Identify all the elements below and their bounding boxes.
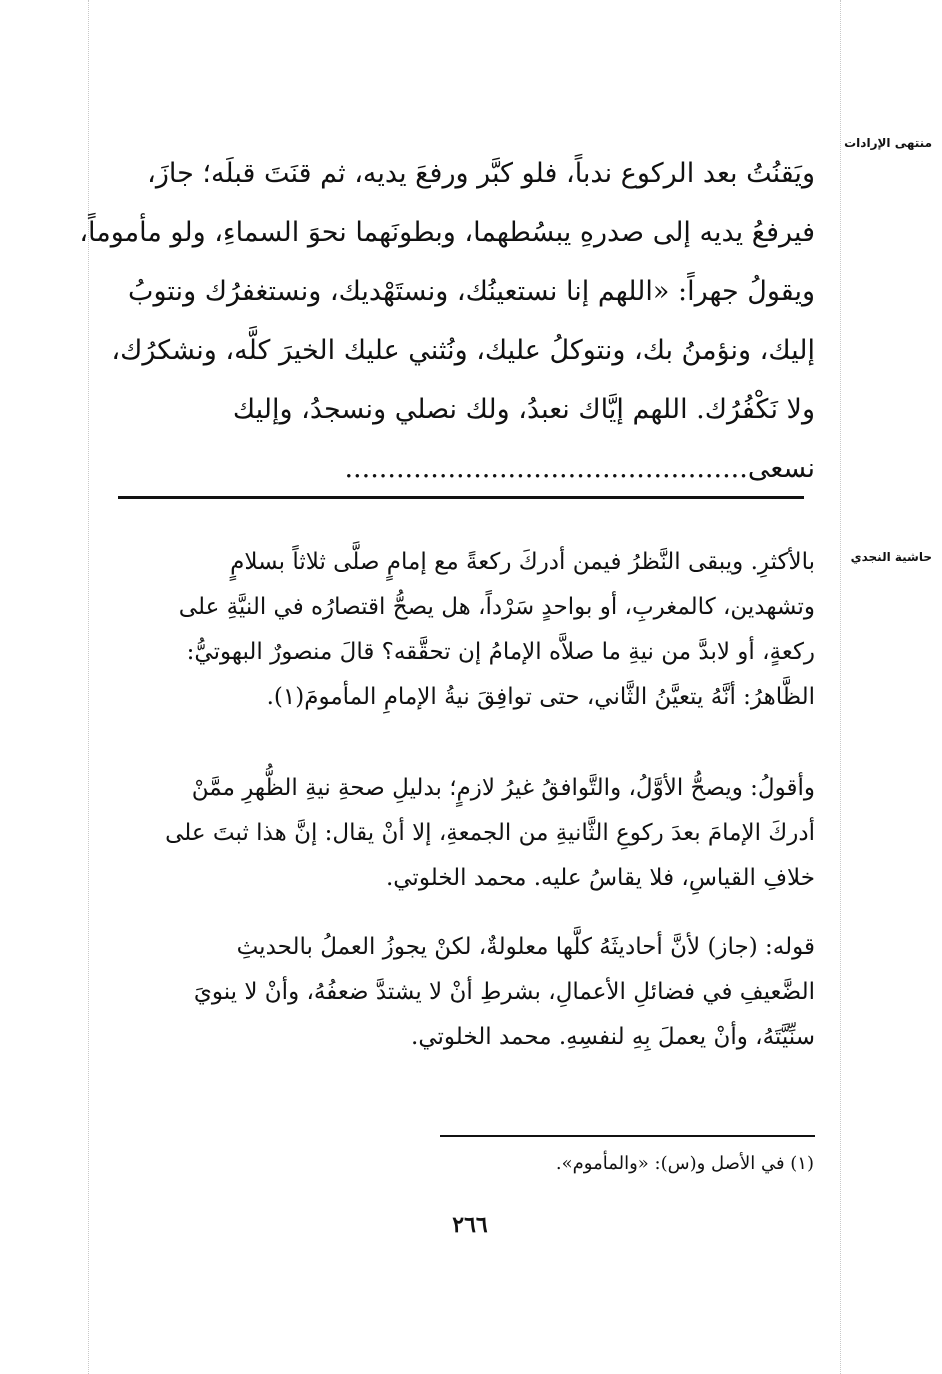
commentary-line: ركعةٍ، أو لابدَّ من نيةِ ما صلاَّه الإمامُ إن تحقَّقه؟ قالَ منصورٌ البهوتيُّ: <box>186 639 815 665</box>
main-text-line: إليك، ونؤمنُ بك، ونتوكلُ عليك، ونُثني عليك الخيرَ كلَّه، ونشكرُك، <box>111 335 815 366</box>
commentary-line: قوله: (جاز) لأنَّ أحاديثَهُ كلَّها معلولةٌ، لكنْ يجوزُ العملُ بالحديثِ <box>236 934 815 960</box>
scan-guide-dots <box>840 0 842 1374</box>
commentary-line: بالأكثرِ. ويبقى النَّظرُ فيمن أدركَ ركعةً مع إمامٍ صلَّى ثلاثاً بسلامٍ <box>230 549 815 575</box>
page-number: ٢٦٦ <box>452 1212 488 1238</box>
main-text-line: ويقولُ جهراً: «اللهم إنا نستعينُك، ونستَهْديك، ونستغفرُك ونتوبُ <box>128 276 815 307</box>
footnote: (١) في الأصل و(س): «والمأموم». <box>555 1153 814 1174</box>
commentary-line: خلافِ القياسِ، فلا يقاسُ عليه. محمد الخلوتي. <box>385 865 815 891</box>
commentary-line: أدركَ الإمامَ بعدَ ركوعِ الثَّانيةِ من الجمعةِ، إلا أنْ يقال: إنَّ هذا ثبتَ على <box>165 820 815 846</box>
section-divider <box>118 496 804 499</box>
commentary-paragraph-2 <box>100 766 815 901</box>
main-text-block <box>79 144 815 498</box>
commentary-paragraph-1 <box>100 540 815 720</box>
main-text-line: ولا نَكْفُرُك. اللهم إيَّاك نعبدُ، ولك نصلي ونسجدُ، وإليك <box>232 394 815 425</box>
main-text-last-line <box>100 439 815 498</box>
commentary-line: سنِّيَّتَهُ، وأنْ يعملَ بِهِ لنفسِهِ. محمد الخلوتي. <box>411 1024 815 1050</box>
commentary-line: الضَّعيفِ في فضائلِ الأعمالِ، بشرطِ أنْ لا يشتدَّ ضعفُهُ، وأنْ لا ينويَ <box>193 979 815 1005</box>
commentary-line: وأقولُ: ويصحُّ الأوَّلُ، والتَّوافقُ غيرُ لازمٍ؛ بدليلِ صحةِ نيةِ الظُّهرِ ممَّنْ <box>191 775 815 801</box>
commentary-paragraph-3 <box>100 925 815 1060</box>
commentary-line: وتشهدين، كالمغربِ، أو بواحدٍ سَرْداً، هل يصحُّ اقتصارُه في النيَّةِ على <box>178 594 815 620</box>
main-text-last-word: نسعى <box>747 453 815 484</box>
main-text-line: فيرفعُ يديه إلى صدرهِ يبسُطهما، وبطونَهما نحوَ السماءِ، ولو مأموماً، <box>79 217 815 248</box>
margin-label-middle: حاشية النجدي <box>850 550 932 564</box>
margin-label-top: منتهى الإرادات <box>844 136 932 150</box>
footnote-divider <box>440 1135 815 1137</box>
commentary-line: الظَّاهرُ: أنَّهُ يتعيَّنُ الثَّاني، حتى توافِقَ نيةُ الإمامِ المأمومَ(١). <box>266 684 815 710</box>
ellipsis-dots: ............................................... <box>344 453 748 484</box>
main-text-line: ويَقنُتُ بعد الركوع ندباً، فلو كبَّر ورفعَ يديه، ثم قنَتَ قبلَه؛ جازَ، <box>147 158 815 189</box>
